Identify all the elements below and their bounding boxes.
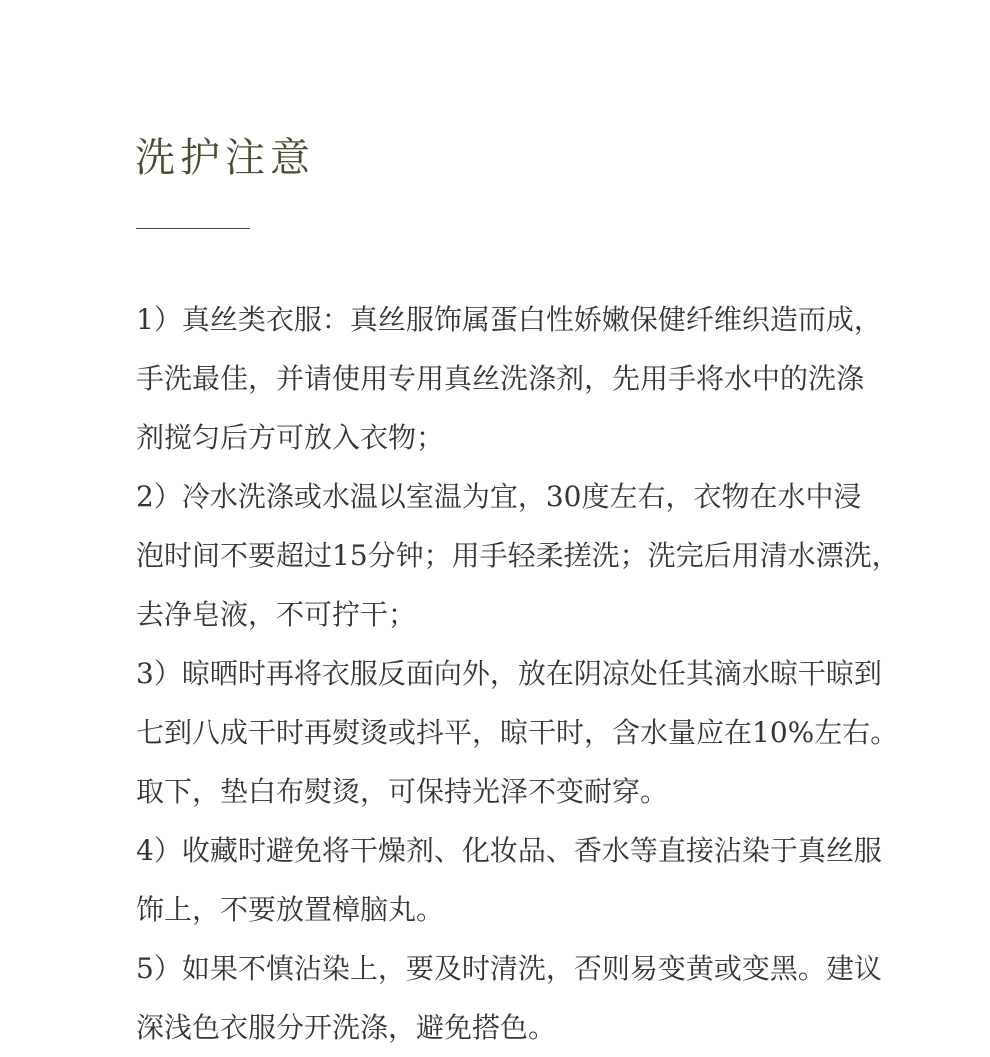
instruction-line: 4）收藏时避免将干燥剂、化妆品、香水等直接沾染于真丝服: [136, 834, 882, 867]
instruction-line: 泡时间不要超过15分钟；用手轻柔搓洗；洗完后用清水漂洗，: [136, 539, 900, 572]
instruction-line: 1）真丝类衣服：真丝服饰属蛋白性娇嫩保健纤维织造而成，: [136, 303, 882, 336]
instruction-line: 3）晾晒时再将衣服反面向外，放在阴凉处任其滴水晾干晾到: [136, 657, 882, 690]
instruction-line: 剂搅匀后方可放入衣物；: [136, 421, 445, 454]
instruction-line: 手洗最佳，并请使用专用真丝洗涤剂，先用手将水中的洗涤: [136, 362, 865, 395]
instruction-line: 七到八成干时再熨烫或抖平，晾干时，含水量应在10%左右。: [136, 716, 899, 749]
instruction-line: 深浅色衣服分开洗涤，避免搭色。: [136, 1011, 557, 1044]
instruction-line: 去净皂液，不可拧干；: [136, 598, 417, 631]
instruction-line: 5）如果不慎沾染上，要及时清洗，否则易变黄或变黑。建议: [136, 952, 882, 985]
page-title: 洗护注意: [135, 135, 315, 181]
instruction-line: 取下，垫白布熨烫，可保持光泽不变耐穿。: [136, 775, 669, 808]
instruction-line: 饰上，不要放置樟脑丸。: [136, 893, 445, 926]
title-divider: [136, 228, 250, 229]
instruction-line: 2）冷水洗涤或水温以室温为宜，30度左右，衣物在水中浸: [136, 480, 862, 513]
instructions-body: [136, 290, 936, 1057]
